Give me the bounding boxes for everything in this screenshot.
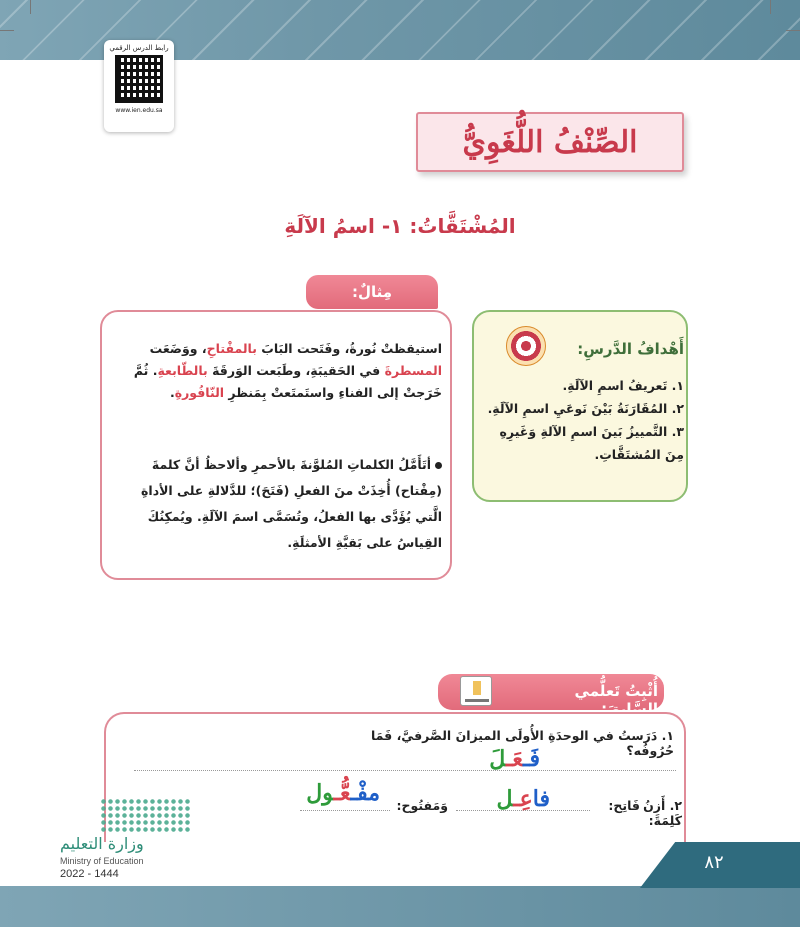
answer-letter-fa: فا bbox=[532, 786, 550, 812]
answer-letter-lam: ل bbox=[496, 786, 514, 812]
highlight-word: بالمفْتاحِ bbox=[206, 341, 257, 356]
review-title: أُثْبِتُ تَعلُّمي السَّابقَ: bbox=[574, 682, 658, 718]
answer-letter-ain: عَـ bbox=[505, 746, 524, 772]
qr-card[interactable] bbox=[104, 40, 174, 132]
answer-letter-lam: ول bbox=[306, 780, 334, 806]
example-tab-label: مِثالٌ: bbox=[351, 283, 393, 301]
highlight-word: المسطرةَ bbox=[384, 363, 442, 378]
highlight-word: بالطّابعةِ bbox=[157, 363, 208, 378]
question-1: ١. دَرَستُ في الوحدَةِ الأُولَى الميزانَ الصَّرفيَّ، فَمَا حُرُوفُه؟ bbox=[370, 728, 674, 758]
goal-item: ٣. التَّمييزُ بَينَ اسمِ الآلةِ وَغَيرِهِ مِنَ المُشتَقَّاتِ. bbox=[499, 424, 684, 462]
crop-mark bbox=[786, 30, 800, 31]
lesson-title: الصِّنْفُ اللُّغَوِيُّ bbox=[462, 124, 638, 160]
answer-line bbox=[134, 770, 676, 771]
answer-line bbox=[300, 810, 390, 811]
sentence-part: . ثُمَّ خَرَجتْ إلى الفناءِ واستَمتَعتْ بِمَنظرِ bbox=[133, 363, 442, 400]
bottom-decorative-band bbox=[0, 886, 800, 927]
goals-list bbox=[482, 374, 684, 466]
question-1-answer[interactable] bbox=[460, 746, 540, 772]
question-2-word-1: فَاتِح: bbox=[608, 798, 640, 813]
question-2-answer-1[interactable] bbox=[470, 786, 550, 812]
target-icon bbox=[506, 326, 546, 366]
example-sentence bbox=[124, 338, 442, 404]
ministry-name-arabic: وزارة التعليم bbox=[60, 834, 144, 853]
qr-caption: رابط الدرس الرقمي bbox=[109, 44, 169, 52]
question-2-answer-2[interactable] bbox=[276, 780, 380, 806]
edition-year: 2022 - 1444 bbox=[60, 868, 119, 880]
answer-letter-fa: فَـ bbox=[523, 746, 540, 772]
page-number: ٨٢ bbox=[704, 852, 724, 873]
question-2-label: ٢. أَزِنُ كَلِمَةَ: bbox=[643, 798, 682, 828]
goal-item: ١. تَعريفُ اسمِ الآلَةِ. bbox=[562, 378, 684, 393]
highlight-word: النّافُورةِ bbox=[174, 385, 225, 400]
qr-code-icon[interactable] bbox=[115, 55, 163, 103]
crop-mark bbox=[770, 0, 771, 14]
explanation-text: أتَأَمَّلُ الكلماتِ المُلوَّنةَ بالأحمرِ وألاحظُ أنَّ كلمةَ (مِفْتاح) أُخِذَتْ منَ الفعلِ (فَتَحَ)؛ للدَّلالةِ على الأداةِ الَّتي يُؤَدَّى بها الفعلُ، وتُسَمَّى اسمَ الآلَةِ. ويُمكِنُكَ القِياسُ على بَقيَّةِ الأمثلَةِ. bbox=[141, 457, 442, 550]
example-explanation bbox=[124, 452, 442, 556]
section-heading: المُشْتَقَّاتُ: ١- اسمُ الآلَةِ bbox=[284, 214, 516, 238]
goal-item: ٢. المُقَارَنَةُ بَيْنَ نَوعَيِ اسمِ الآلَةِ. bbox=[487, 401, 684, 416]
lesson-title-box bbox=[416, 112, 684, 172]
goals-title: أَهْدافُ الدَّرسِ: bbox=[577, 340, 684, 358]
sentence-part: ، ووَضَعَت bbox=[149, 341, 207, 356]
answer-letter-lam: لَ bbox=[489, 746, 506, 772]
qr-url[interactable]: www.ien.edu.sa bbox=[115, 107, 163, 114]
sentence-part: . bbox=[169, 385, 175, 400]
example-tab bbox=[306, 275, 438, 309]
pencil-icon bbox=[460, 676, 492, 706]
answer-letter-ain: عِـ bbox=[513, 786, 533, 812]
sentence-part: في الحَقيبَةِ، وطَبَعت الوَرقَةَ bbox=[207, 363, 385, 378]
ministry-name-english: Ministry of Education bbox=[60, 856, 144, 866]
crop-mark bbox=[0, 30, 14, 31]
ministry-logo-icon bbox=[100, 798, 190, 834]
crop-mark bbox=[30, 0, 31, 14]
sentence-part: استيقظتْ نُورةُ، وفَتَحت البَابَ bbox=[256, 341, 442, 356]
bullet-icon bbox=[435, 462, 442, 469]
question-2-word-2: وَمَفتُوح: bbox=[396, 798, 448, 813]
answer-letter-ain: عُّـ bbox=[333, 780, 351, 806]
answer-letter-fa: مفْـ bbox=[350, 780, 380, 806]
